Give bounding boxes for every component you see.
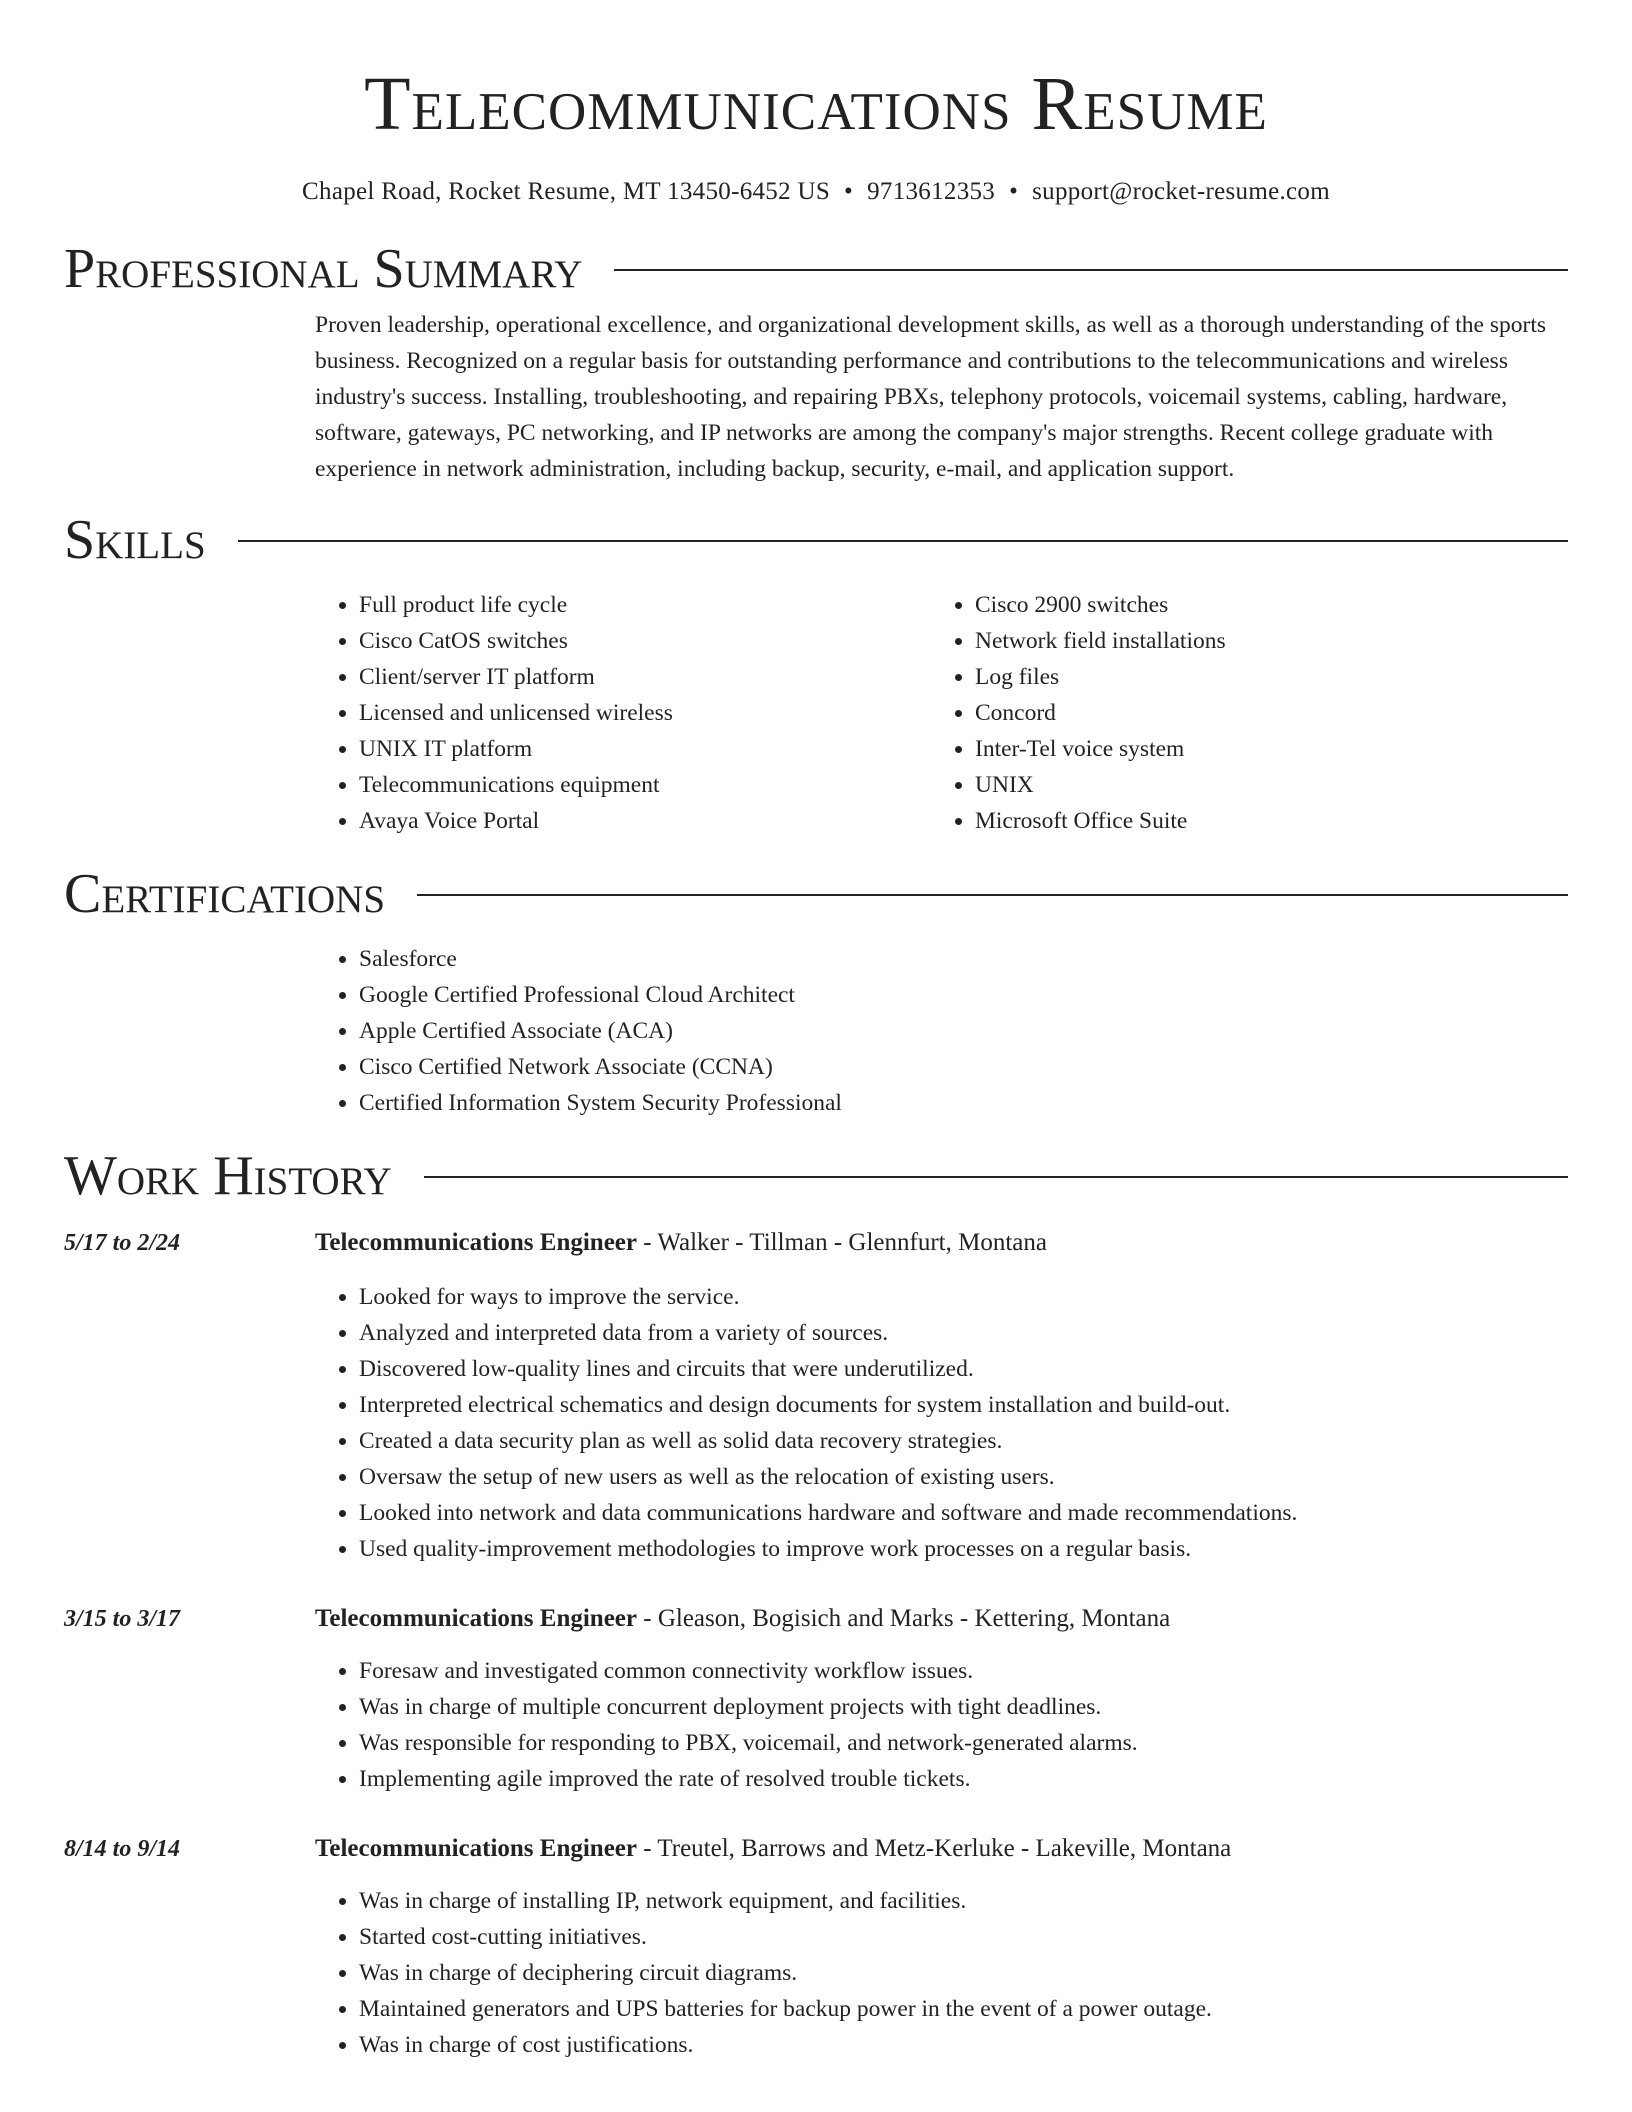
job-bullet: • Was in charge of deciphering circuit diagrams. [359, 1955, 1568, 1991]
skill-item: • Network field installations [975, 623, 1547, 659]
section-divider [417, 894, 1568, 896]
contact-phone: 9713612353 [867, 178, 996, 205]
job-role: Telecommunications Engineer [315, 1605, 637, 1632]
job-bullet: • Was in charge of installing IP, network equipment, and facilities. [359, 1883, 1568, 1919]
skill-item: • Telecommunications equipment [359, 767, 931, 803]
certification-item: • Apple Certified Associate (ACA) [359, 1013, 1568, 1049]
certifications-list [315, 941, 1568, 1121]
job-bullet: • Started cost-cutting initiatives. [359, 1919, 1568, 1955]
job-bullet: • Used quality-improvement methodologies to improve work processes on a regular basis. [359, 1531, 1568, 1567]
skill-item: • Inter-Tel voice system [975, 731, 1547, 767]
contact-separator: • [1009, 178, 1019, 205]
section-divider [238, 540, 1568, 542]
contact-line [64, 174, 1568, 210]
job-employer: - Treutel, Barrows and Metz-Kerluke - Lakeville, Montana [637, 1835, 1232, 1862]
section-divider [424, 1176, 1568, 1178]
job-title-line [315, 1831, 1568, 1867]
job-bullet: • Looked for ways to improve the service. [359, 1279, 1568, 1315]
job-bullet: • Interpreted electrical schematics and design documents for system installation and build-out. [359, 1387, 1568, 1423]
contact-address: Chapel Road, Rocket Resume, MT 13450-6452 US [302, 178, 831, 205]
skills-list [315, 587, 1568, 839]
skill-item: • Full product life cycle [359, 587, 931, 623]
job-title-line [315, 1601, 1568, 1637]
job-bullet: • Was responsible for responding to PBX, voicemail, and network-generated alarms. [359, 1725, 1568, 1761]
certification-item: • Cisco Certified Network Associate (CCNA) [359, 1049, 1568, 1085]
job-role: Telecommunications Engineer [315, 1229, 637, 1256]
skill-item: • Microsoft Office Suite [975, 803, 1547, 839]
skill-item: • Cisco CatOS switches [359, 623, 931, 659]
skill-item: • UNIX IT platform [359, 731, 931, 767]
job-body [315, 1225, 1568, 1567]
section-divider [614, 269, 1568, 271]
job-dates: 8/14 to 9/14 [64, 1836, 181, 1862]
job-bullet: • Implementing agile improved the rate of resolved trouble tickets. [359, 1761, 1568, 1797]
job-bullet: • Analyzed and interpreted data from a variety of sources. [359, 1315, 1568, 1351]
job-body [315, 1831, 1568, 2063]
skills-column-left [315, 587, 931, 839]
job-entry [64, 1831, 1568, 2063]
job-entry [64, 1601, 1568, 1797]
skill-item: • Cisco 2900 switches [975, 587, 1547, 623]
job-bullet: • Created a data security plan as well as solid data recovery strategies. [359, 1423, 1568, 1459]
job-bullet: • Was in charge of multiple concurrent deployment projects with tight deadlines. [359, 1689, 1568, 1725]
certification-item: • Google Certified Professional Cloud Architect [359, 977, 1568, 1013]
job-bullet: • Maintained generators and UPS batteries for backup power in the event of a power outage. [359, 1991, 1568, 2027]
skill-item: • Licensed and unlicensed wireless [359, 695, 931, 731]
job-entry [64, 1225, 1568, 1567]
job-bullet: • Looked into network and data communications hardware and software and made recommendations. [359, 1495, 1568, 1531]
certification-item: • Certified Information System Security Professional [359, 1085, 1568, 1121]
skills-section-header [64, 507, 1568, 573]
summary-body [315, 307, 1568, 487]
skills-column-right [931, 587, 1547, 839]
job-dates: 3/15 to 3/17 [64, 1606, 181, 1632]
contact-email: support@rocket-resume.com [1032, 178, 1330, 205]
skill-item: • UNIX [975, 767, 1547, 803]
resume-title: Telecommunications Resume [364, 62, 1268, 146]
job-bullet: • Discovered low-quality lines and circuits that were underutilized. [359, 1351, 1568, 1387]
job-employer: - Walker - Tillman - Glennfurt, Montana [637, 1229, 1047, 1256]
job-dates: 5/17 to 2/24 [64, 1230, 181, 1256]
certifications-heading: Certifications [64, 863, 386, 925]
summary-heading: Professional Summary [64, 238, 583, 300]
skills-heading: Skills [64, 509, 206, 571]
job-title-line [315, 1225, 1568, 1261]
work-section-header [64, 1143, 1568, 1209]
job-bullet: • Was in charge of cost justifications. [359, 2027, 1568, 2063]
contact-separator: • [844, 178, 854, 205]
job-body [315, 1601, 1568, 1797]
summary-section-header [64, 236, 1568, 302]
job-role: Telecommunications Engineer [315, 1835, 637, 1862]
job-bullet: • Foresaw and investigated common connectivity workflow issues. [359, 1653, 1568, 1689]
work-heading: Work History [64, 1145, 392, 1207]
certifications-section-header [64, 861, 1568, 927]
certification-item: • Salesforce [359, 941, 1568, 977]
summary-text: Proven leadership, operational excellence, and organizational development skills, as well as a thorough understanding of the sports business. Recognized on a regular basis for outstanding performance and contributions to the telecommunications and wireless industry's success. Installing, troubleshooting, and repairing PBXs, telephony protocols, voicemail systems, cabling, hardware, software, gateways, PC networking, and IP networks are among the company's major strengths. Recent college graduate with experience in network administration, including backup, security, e-mail, and application support. [315, 312, 1547, 482]
job-employer: - Gleason, Bogisich and Marks - Kettering, Montana [637, 1605, 1171, 1632]
skill-item: • Concord [975, 695, 1547, 731]
skill-item: • Avaya Voice Portal [359, 803, 931, 839]
skill-item: • Client/server IT platform [359, 659, 931, 695]
job-bullet: • Oversaw the setup of new users as well as the relocation of existing users. [359, 1459, 1568, 1495]
skill-item: • Log files [975, 659, 1547, 695]
